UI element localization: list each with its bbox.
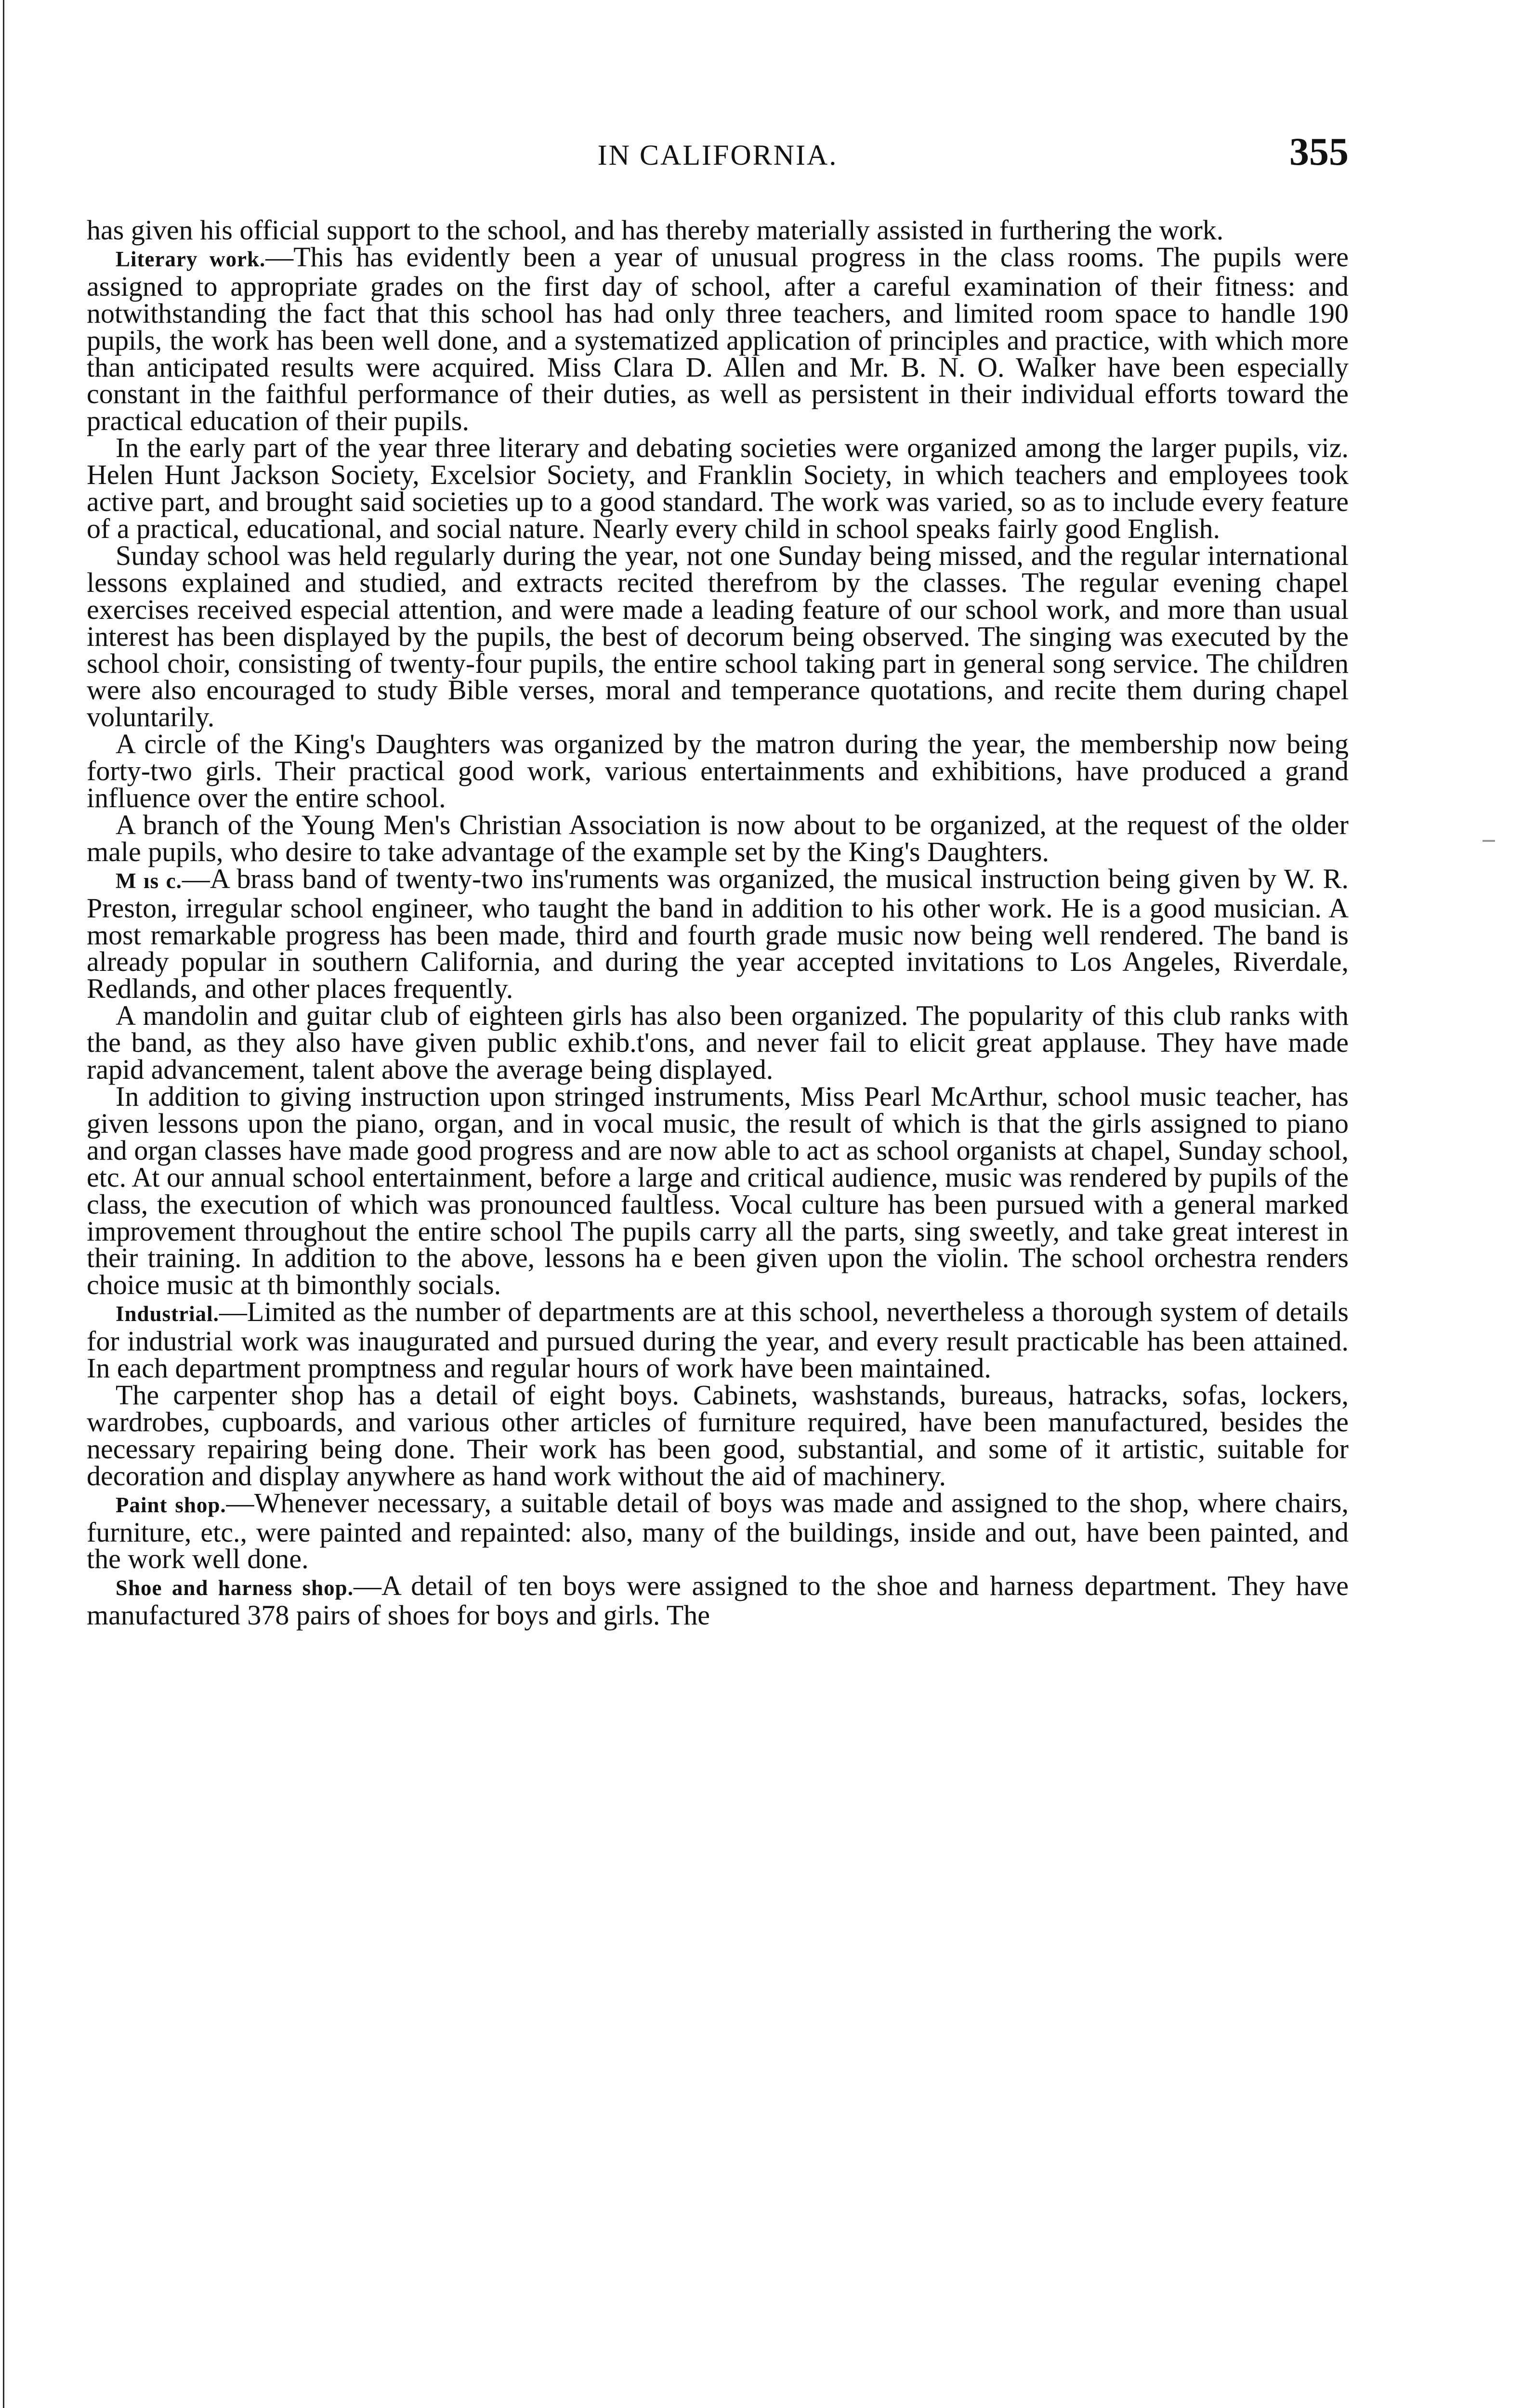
paragraph: [87, 1379, 1349, 1492]
page-header: [87, 129, 1349, 182]
paragraph: [87, 865, 1349, 1003]
paragraph: [87, 434, 1349, 542]
paragraph: [87, 728, 1349, 814]
paragraph-text: A mandolin and guitar club of eighteen girls has also been organized. The popularity of this club ranks with the band, as they also have given public exhib.t'ons, and never fail to elicit great applause. They have made rapid advancement, talent above the average being displayed.: [87, 1000, 1349, 1086]
page-edge: [3, 0, 4, 2408]
section-heading: Paint shop.: [116, 1492, 226, 1517]
paragraph: [87, 214, 1349, 246]
paragraph-text: In the early part of the year three literary and debating societies were organized among the larger pupils, viz. Helen Hunt Jackson Society, Excelsior Society, and Franklin Society, in which teachers and employees took active part, and brought said societies up to a good standard. The work was varied, so as to include every feature of a practical, educational, and social nature. Nearly every child in school speaks fairly good English.: [87, 432, 1349, 544]
paragraph: [87, 1000, 1349, 1086]
section-heading: M ıs c.: [116, 868, 182, 893]
paragraph: [87, 811, 1349, 865]
paragraph-text: has given his official support to the school, and has thereby materially assisted in furthering the work.: [87, 214, 1224, 246]
paragraph-text: —A brass band of twenty-two ins'ruments was organized, the musical instruction being given by W. R. Preston, irregular school engineer, who taught the band in addition to his other work. He is a good musician. A most remarkable progress has been made, third and fourth grade music now being well rendered. The band is already popular in southern California, and during the year accepted invitations to Los Angeles, Riverdale, Redlands, and other places frequently.: [87, 863, 1349, 1005]
paragraph-text: —A detail of ten boys were assigned to the shoe and harness department. They have manufactured 378 pairs of shoes for boys and girls. The: [87, 1570, 1349, 1631]
paragraph-text: A branch of the Young Men's Christian Association is now about to be organized, at the request of the older male pupils, who desire to take advantage of the example set by the King's Daughters.: [87, 809, 1349, 867]
section-heading: Industrial.: [116, 1302, 219, 1326]
paragraph-text: The carpenter shop has a detail of eight boys. Cabinets, washstands, bureaus, hatracks, sofas, lockers, wardrobes, cupboards, and various other articles of furniture required, have been manufactured, besides the necessary repairing being done. Their work has been good, substantial, and some of it artistic, suitable for decoration and display anywhere as hand work without the aid of machinery.: [87, 1379, 1349, 1492]
paragraph: [87, 539, 1349, 733]
paragraph: [87, 1081, 1349, 1301]
paragraph-text: —Limited as the number of departments are at this school, nevertheless a thorough system of details for industrial work was inaugurated and pursued during the year, and every result practicable has been attained. In each department promptness and regular hours of work have been maintained.: [87, 1296, 1349, 1384]
running-head: IN CALIFORNIA.: [597, 139, 838, 171]
paragraph-text: In addition to giving instruction upon stringed instruments, Miss Pearl McArthur, school music teacher, has given lessons upon the piano, organ, and in vocal music, the result of which is that the girls assigned to piano and organ classes have made good progress and are now able to act as school organists at chapel, Sunday school, etc. At our annual school entertainment, before a large and critical audience, music was rendered by pupils of the class, the execution of which was pronounced faultless. Vocal culture has been pursued with a general marked improvement throughout the entire school The pupils carry all the parts, sing sweetly, and take great interest in their training. In addition to the above, lessons ha e been given upon the violin. The school orchestra renders choice music at th bimonthly socials.: [87, 1081, 1349, 1301]
page-number: 355: [1289, 130, 1349, 173]
paragraph: [87, 241, 1349, 437]
paragraph: [87, 1298, 1349, 1382]
paragraph-text: Sunday school was held regularly during the year, not one Sunday being missed, and the regular international lessons explained and studied, and extracts recited therefrom by the classes. The regular evening chapel exercises received especial attention, and were made a leading feature of our school work, and more than usual interest has been displayed by the pupils, the best of decorum being observed. The singing was executed by the school choir, consisting of twenty-four pupils, the entire school taking part in general song service. The children were also encouraged to study Bible verses, moral and temperance quotations, and recite them during chapel voluntarily.: [87, 539, 1349, 733]
paragraph-text: —This has evidently been a year of unusual progress in the class rooms. The pupils were assigned to appropriate grades on the first day of school, after a careful examination of their fitness: and notwithstanding the fact that this school has had only three teachers, and limited room space to handle 190 pupils, the work has been well done, and a systematized application of principles and practice, with which more than anticipated results were acquired. Miss Clara D. Allen and Mr. B. N. O. Walker have been especially constant in the faithful performance of their duties, as well as persistent in their individual efforts toward the practical education of their pupils.: [87, 241, 1349, 437]
paragraph: [87, 1572, 1349, 1629]
paragraph-text: —Whenever necessary, a suitable detail of boys was made and assigned to the shop, where chairs, furniture, etc., were painted and repainted: also, many of the buildings, inside and out, have been painted, and the work well done.: [87, 1487, 1349, 1575]
section-heading: Literary work.: [116, 247, 266, 271]
section-heading: Shoe and harness shop.: [116, 1576, 354, 1600]
paragraph-text: A circle of the King's Daughters was organized by the matron during the year, the membership now being forty-two girls. Their practical good work, various entertainments and exhibitions, have produced a grand influence over the entire school.: [87, 728, 1349, 814]
body-text: [87, 214, 1349, 1631]
margin-mark: [1483, 840, 1495, 842]
paragraph: [87, 1487, 1349, 1575]
